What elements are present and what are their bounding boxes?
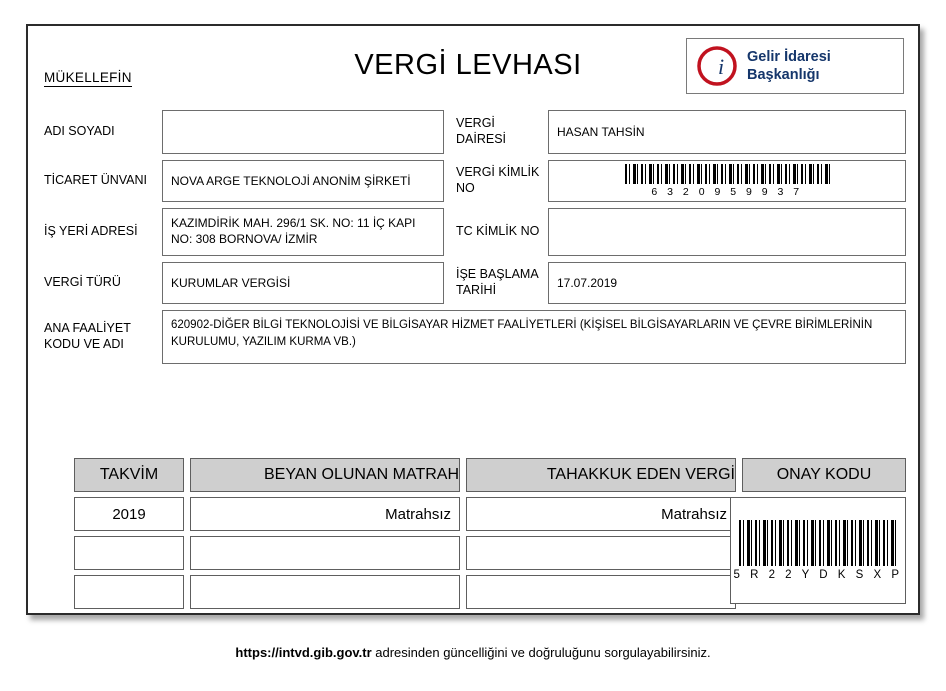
svg-text:i: i: [718, 54, 725, 79]
tax-certificate: [26, 24, 920, 615]
page-title: VERGİ LEVHASI: [354, 49, 582, 81]
declaration-table: [74, 458, 906, 609]
barcode-icon: [625, 164, 830, 184]
cell-matrah-1: Matrahsız: [190, 497, 460, 531]
gib-logo-text: [747, 48, 831, 84]
vergi-kimlik-no-digits: 6 3 2 0 9 5 9 9 3 7: [651, 185, 803, 198]
label-ise-baslama-tarihi: İŞE BAŞLAMA TARİHİ: [456, 267, 538, 297]
value-ana-faaliyet: 620902-DİĞER BİLGİ TEKNOLOJİSİ VE BİLGİSAYAR HİZMET FAALİYETLERİ (KİŞİSEL BİLGİSAYARLARIN VE ÇEVRE BİRİMLERİNİN KURULUMU, YAZILIM KURMA VB.): [162, 310, 906, 364]
onay-kodu-text: 5 R 2 2 Y D K S X P: [733, 569, 903, 581]
field-row-adi-soyadi: [44, 110, 906, 154]
certificate-header: [28, 26, 918, 102]
label-vergi-turu: VERGİ TÜRÜ: [44, 275, 121, 290]
gib-logo: [686, 38, 904, 94]
col-header-matrah: BEYAN OLUNAN MATRAH: [190, 458, 460, 492]
field-row-ticaret-unvani: [44, 160, 906, 202]
value-ticaret-unvani: NOVA ARGE TEKNOLOJİ ANONİM ŞİRKETİ: [162, 160, 444, 202]
col-header-takvim: TAKVİM: [74, 458, 184, 492]
footer-note: [0, 645, 946, 660]
cell-vergi-3: [466, 575, 736, 609]
label-adi-soyadi: ADI SOYADI: [44, 124, 115, 139]
label-tc-kimlik-no: TC KİMLİK NO: [456, 224, 540, 239]
gib-logo-line1: Gelir İdaresi: [747, 48, 831, 65]
gib-logo-line2: Başkanlığı: [747, 67, 820, 83]
cell-vergi-2: [466, 536, 736, 570]
value-ise-baslama-tarihi: 17.07.2019: [548, 262, 906, 304]
col-header-onay-kodu: ONAY KODU: [742, 458, 906, 492]
cell-takvim-2: [74, 536, 184, 570]
barcode-icon: [739, 520, 897, 566]
fields-grid: [44, 110, 906, 370]
field-row-is-yeri-adresi: [44, 208, 906, 256]
footer-text: adresinden güncelliğini ve doğruluğunu sorgulayabilirsiniz.: [371, 645, 711, 660]
field-row-ana-faaliyet: [44, 310, 906, 364]
gib-logo-icon: [697, 46, 737, 86]
value-vergi-kimlik-no: [548, 160, 906, 202]
cell-takvim-3: [74, 575, 184, 609]
cell-takvim-1: 2019: [74, 497, 184, 531]
value-vergi-turu: KURUMLAR VERGİSİ: [162, 262, 444, 304]
label-vergi-dairesi: VERGİ DAİRESİ: [456, 116, 507, 146]
taxpayer-section-label: MÜKELLEFİN: [44, 70, 132, 85]
value-tc-kimlik-no: [548, 208, 906, 256]
value-adi-soyadi: [162, 110, 444, 154]
value-is-yeri-adresi: KAZIMDİRİK MAH. 296/1 SK. NO: 11 İÇ KAPI NO: 308 BORNOVA/ İZMİR: [162, 208, 444, 256]
table-header-row: [74, 458, 906, 492]
cell-vergi-1: Matrahsız: [466, 497, 736, 531]
label-ana-faaliyet: ANA FAALİYET KODU VE ADI: [44, 321, 131, 351]
label-ticaret-unvani: TİCARET ÜNVANI: [44, 173, 148, 188]
footer-url: https://intvd.gib.gov.tr: [235, 645, 372, 660]
label-vergi-kimlik-no: VERGİ KİMLİK NO: [456, 165, 540, 195]
col-header-vergi: TAHAKKUK EDEN VERGİ: [466, 458, 736, 492]
field-row-vergi-turu: [44, 262, 906, 304]
cell-matrah-3: [190, 575, 460, 609]
label-is-yeri-adresi: İŞ YERİ ADRESİ: [44, 224, 138, 239]
onay-kodu-cell: [730, 497, 906, 604]
cell-matrah-2: [190, 536, 460, 570]
value-vergi-dairesi: HASAN TAHSİN: [548, 110, 906, 154]
